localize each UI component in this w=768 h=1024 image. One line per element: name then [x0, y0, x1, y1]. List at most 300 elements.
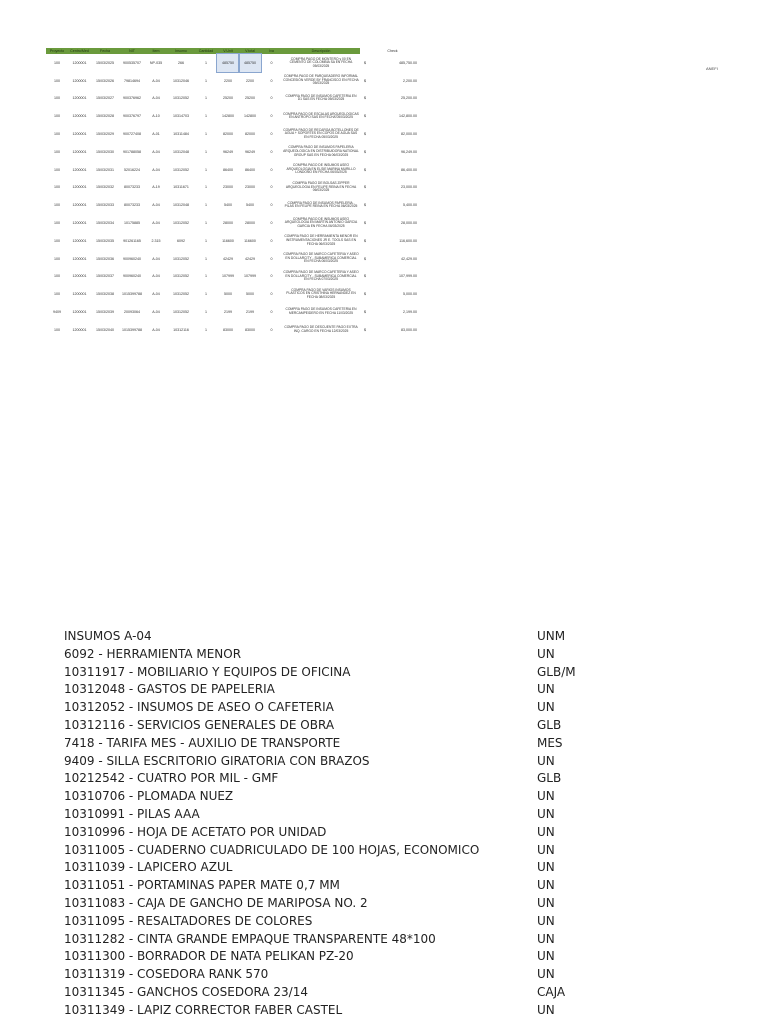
table-cell[interactable]: COMPRA PAGO DE DESCUENTE PAGO EXTRA INQ. CARGO EN FECHA 12/03/2025 [284, 325, 358, 333]
table-cell[interactable]: 100 [54, 60, 60, 65]
table-cell[interactable]: 900960240 [123, 256, 141, 261]
table-cell[interactable]: 1015399788 [122, 292, 142, 297]
list-item [64, 948, 684, 966]
list-item [64, 842, 684, 860]
item-name: 7418 - TARIFA MES - AUXILIO DE TRANSPORTE [64, 735, 341, 750]
table-cell[interactable]: 0 [270, 96, 273, 101]
table-cell[interactable]: $ [364, 149, 366, 154]
table-cell[interactable]: 0 [270, 185, 273, 190]
list-item [64, 735, 684, 753]
catalog-list [64, 628, 684, 1020]
table-cell[interactable]: COMPRA PAGO DE MARCO CAFETERIA Y ASEO EN DOLLARCITY - SUBAMERICA COMERCIAL EN FECHA 06/03/2025 [283, 252, 359, 264]
list-item [64, 859, 684, 877]
table-cell[interactable]: 900376797 [123, 114, 141, 119]
item-unit: UN [537, 824, 555, 839]
table-cell[interactable]: $ [364, 60, 366, 65]
table-cell[interactable]: 10312052 [173, 292, 189, 297]
table-cell[interactable]: 1 [205, 114, 207, 119]
item-unit: UN [537, 878, 555, 893]
table-cell[interactable]: 1 [205, 221, 207, 226]
table-cell[interactable]: COMPRA PAGO DE PARQUEADERO INFORMAL CONCESIÓN VERDE BY FRANCISCO EN FECHA 05/03/2025 [283, 74, 359, 86]
table-cell[interactable]: 100 [54, 149, 60, 154]
item-unit: UN [537, 931, 555, 946]
list-item [64, 806, 684, 824]
table-cell[interactable]: 10312052 [173, 96, 189, 101]
table-cell[interactable]: 0 [270, 274, 273, 279]
table-cell[interactable]: 142800 [244, 114, 256, 119]
table-cell[interactable]: 23000 [223, 185, 233, 190]
list-item [64, 788, 684, 806]
table-cell[interactable]: 15/03/2030 [96, 149, 114, 154]
table-cell[interactable]: $ [364, 185, 366, 190]
list-item [64, 628, 684, 646]
table-row[interactable] [46, 72, 418, 90]
table-cell[interactable]: 42429 [245, 256, 255, 261]
table-cell[interactable]: 1 [205, 203, 207, 208]
table-cell[interactable]: 1200001 [72, 292, 87, 297]
table-cell[interactable]: COMPRA PAGO DE INSUMOS PAPELERIA - PILAS EN FELIPE REINA EN FECHA 06/03/2025 [284, 200, 358, 209]
table-cell[interactable]: NP-035 [149, 60, 163, 65]
item-unit: MES [537, 735, 563, 750]
table-row[interactable] [46, 161, 418, 179]
table-cell[interactable]: 5400 [246, 203, 254, 208]
item-name: 10310706 - PLOMADA NUEZ [64, 789, 234, 804]
table-cell[interactable]: 2.315 [151, 238, 161, 243]
table-cell[interactable]: $ [364, 96, 366, 101]
table-cell[interactable]: 2,200.00 [403, 78, 417, 83]
table-cell[interactable]: 1 [205, 78, 207, 83]
table-cell[interactable]: 100 [54, 132, 60, 137]
table-cell[interactable]: 10312052 [173, 310, 189, 315]
list-item [64, 664, 684, 682]
table-cell[interactable]: 1200001 [72, 78, 87, 83]
table-cell[interactable]: 86400 [245, 167, 255, 172]
table-cell[interactable]: 0 [270, 256, 273, 261]
table-cell[interactable]: 10311484 [173, 132, 189, 137]
table-cell[interactable]: 100 [54, 78, 60, 83]
table-cell[interactable]: $ [364, 114, 366, 119]
table-cell[interactable]: $ [364, 132, 366, 137]
table-cell[interactable]: 10312048 [173, 203, 189, 208]
table-cell[interactable]: 1 [205, 310, 207, 315]
item-name: 10312052 - INSUMOS DE ASEO O CAFETERIA [64, 700, 334, 715]
table-cell[interactable]: 142,800.00 [399, 114, 417, 119]
table-cell[interactable]: 1 [205, 238, 207, 243]
table-cell[interactable]: 0 [270, 327, 273, 332]
item-name: 10311345 - GANCHOS COSEDORA 23/14 [64, 984, 308, 999]
table-cell[interactable]: 2200 [246, 78, 254, 83]
table-cell[interactable]: $ [364, 238, 366, 243]
column-header[interactable]: Check [367, 48, 418, 54]
table-cell[interactable]: $ [364, 221, 366, 226]
table-cell[interactable]: A-10 [152, 114, 160, 119]
column-header[interactable]: Iva [261, 48, 282, 54]
table-cell[interactable]: 25200 [245, 96, 255, 101]
table-cell[interactable]: 25200 [223, 96, 233, 101]
table-cell[interactable]: 5000 [224, 292, 232, 297]
table-cell[interactable]: COMPRA PAGO DE ESCALAS ARQUEOLOGICAS EN ANTROPO SAS EN FECHA 05/03/2025 [283, 111, 359, 120]
table-cell[interactable]: 83000 [245, 327, 255, 332]
table-cell[interactable]: 15/03/2036 [96, 256, 114, 261]
table-cell[interactable]: 1015399788 [122, 327, 142, 332]
item-name: 10310991 - PILAS AAA [64, 806, 200, 821]
table-cell[interactable]: 79814694 [124, 78, 140, 83]
table-cell[interactable]: 1 [205, 185, 207, 190]
table-row[interactable] [46, 196, 418, 214]
table-cell[interactable]: 1200001 [72, 96, 87, 101]
table-cell[interactable]: 9409 [53, 310, 61, 315]
table-cell[interactable]: 1200001 [72, 167, 87, 172]
expense-sheet-table [46, 48, 418, 339]
table-row[interactable] [46, 321, 418, 339]
item-name: 10311083 - CAJA DE GANCHO DE MARIPOSA NO. 2 [64, 895, 368, 910]
item-unit: UN [537, 806, 555, 821]
table-cell[interactable]: 0 [270, 132, 273, 137]
table-cell[interactable]: 15/03/2028 [96, 114, 114, 119]
table-cell[interactable]: 10175885 [124, 221, 140, 226]
table-cell[interactable]: 10312048 [173, 149, 189, 154]
table-cell[interactable]: A-04 [152, 310, 160, 315]
table-cell[interactable]: 1 [205, 274, 207, 279]
table-cell[interactable]: A-01 [152, 132, 160, 137]
table-row[interactable] [46, 107, 418, 125]
table-cell[interactable]: 2200 [224, 78, 232, 83]
table-cell[interactable]: 2199 [246, 310, 254, 315]
table-cell[interactable]: 0 [270, 203, 273, 208]
table-cell[interactable]: 0 [270, 310, 273, 315]
table-cell[interactable]: 900535707 [123, 60, 141, 65]
table-cell[interactable]: 23000 [245, 185, 255, 190]
table-cell[interactable]: COMPRA PAGO DE MONTERO y 00 EN CEMENTO DE COLOMBIA SA EN FECHA 05/03/2025 [289, 56, 353, 68]
table-cell[interactable]: 10312052 [173, 274, 189, 279]
table-cell[interactable]: 107999 [244, 274, 256, 279]
table-cell[interactable]: 266 [178, 60, 184, 65]
table-cell[interactable]: 25,200.00 [401, 96, 417, 101]
table-cell[interactable]: 0 [270, 149, 273, 154]
table-cell[interactable]: 1200001 [72, 114, 87, 119]
list-item [64, 646, 684, 664]
table-cell[interactable]: 116600 [244, 238, 256, 243]
table-cell[interactable]: 15/03/2035 [96, 238, 114, 243]
table-cell[interactable]: COMPRA PAGO DE HERRAMIENTA MENOR EN INSTRUMENTACIONES JR E. TOOLS SAS EN FECHA 06/03/2025 [284, 234, 358, 246]
table-cell[interactable]: 1 [205, 327, 207, 332]
table-cell[interactable]: 1200001 [72, 60, 87, 65]
table-cell[interactable]: 15/03/2034 [96, 221, 114, 226]
table-cell[interactable]: 100 [54, 256, 60, 261]
column-header[interactable]: Descripción [282, 48, 360, 54]
column-header[interactable]: NIT [119, 48, 145, 54]
table-cell[interactable]: $ [364, 78, 366, 83]
table-cell[interactable]: A-04 [152, 292, 160, 297]
table-cell[interactable]: 1200001 [72, 132, 87, 137]
table-cell[interactable]: $ [364, 310, 366, 315]
table-cell[interactable]: $ [364, 327, 366, 332]
item-unit: GLB [537, 771, 562, 786]
column-header[interactable]: Item [145, 48, 167, 54]
table-cell[interactable]: 5400 [224, 203, 232, 208]
table-cell[interactable]: 1 [205, 132, 207, 137]
table-cell[interactable]: 107,999.00 [399, 274, 417, 279]
table-cell[interactable]: 900727408 [123, 132, 141, 137]
table-cell[interactable]: 28,000.00 [401, 221, 417, 226]
table-cell[interactable]: 15/03/2033 [96, 203, 114, 208]
table-cell[interactable]: 100 [54, 221, 60, 226]
item-unit: GLB [537, 717, 562, 732]
item-name: 10312116 - SERVICIOS GENERALES DE OBRA [64, 717, 335, 732]
list-item [64, 895, 684, 913]
table-cell[interactable]: 1200001 [72, 274, 87, 279]
item-name: 10310996 - HOJA DE ACETATO POR UNIDAD [64, 824, 327, 839]
table-cell[interactable]: 1 [205, 96, 207, 101]
column-header[interactable]: Proyecto [46, 48, 68, 54]
table-cell[interactable]: 1 [205, 167, 207, 172]
table-row[interactable] [46, 268, 418, 286]
table-cell[interactable]: 1200001 [72, 203, 87, 208]
table-cell[interactable]: 900960240 [123, 274, 141, 279]
table-cell[interactable]: 900376962 [123, 96, 141, 101]
item-name: 10311005 - CUADERNO CUADRICULADO DE 100 HOJAS, ECONOMICO [64, 842, 480, 857]
table-cell[interactable]: COMPRA PAGO DE INSUMOS CAFETERIA EN MERCAMPEIDERO EN FECHA 11/03/2025 [285, 307, 357, 316]
table-cell[interactable]: 96249 [245, 149, 255, 154]
table-cell[interactable]: 1 [205, 292, 207, 297]
table-row[interactable] [46, 125, 418, 143]
table-cell[interactable]: 5,400.00 [403, 203, 417, 208]
table-row[interactable] [46, 143, 418, 161]
table-cell[interactable]: 96249 [223, 149, 233, 154]
table-cell[interactable]: 10311671 [173, 185, 189, 190]
table-cell[interactable]: 15/03/2032 [96, 185, 114, 190]
table-cell[interactable]: COMPRA PAGO DE VARIOS INSUMOS PLASTICOS EN CRISTHINA HERNANDEZ EN FECHA 08/03/2025 [286, 287, 356, 300]
table-cell[interactable]: COMPRA PAGO DE INSUMOS ASEO ARQUEOLOGIA EN ELSIE MARINA MURILLO LONDOÑO EN FECHA 06/03/2025 [286, 163, 356, 175]
item-name: 10311319 - COSEDORA RANK 570 [64, 967, 269, 982]
table-cell[interactable]: 1200001 [72, 310, 87, 315]
table-cell[interactable]: 0 [270, 78, 273, 83]
table-cell[interactable]: 0 [270, 221, 273, 226]
table-cell[interactable]: 28000 [245, 221, 255, 226]
item-unit: UN [537, 949, 555, 964]
table-cell[interactable]: 0 [270, 238, 273, 243]
table-cell[interactable]: 5000 [246, 292, 254, 297]
table-cell[interactable]: 2,199.00 [403, 310, 417, 315]
table-cell[interactable]: A-19 [152, 185, 160, 190]
table-cell[interactable]: 15/03/2038 [96, 292, 114, 297]
table-cell[interactable]: 80073233 [124, 185, 140, 190]
item-unit: CAJA [537, 984, 566, 999]
item-unit: UN [537, 682, 555, 697]
column-header[interactable]: V.Unit [217, 48, 239, 54]
item-name: 10311051 - PORTAMINAS PAPER MATE 0,7 MM [64, 878, 340, 893]
table-cell[interactable]: 82000 [245, 132, 255, 137]
table-cell[interactable]: 2199 [224, 310, 232, 315]
table-cell[interactable]: $ [364, 167, 366, 172]
table-cell[interactable]: 82,000.00 [401, 132, 417, 137]
list-item [64, 753, 684, 771]
list-item [64, 770, 684, 788]
table-cell[interactable]: 485,750.00 [399, 60, 417, 65]
table-cell[interactable]: 100 [54, 274, 60, 279]
table-cell[interactable]: 10312052 [173, 256, 189, 261]
table-row[interactable] [46, 90, 418, 108]
table-cell[interactable]: A-04 [152, 78, 160, 83]
table-cell[interactable]: 100 [54, 114, 60, 119]
table-cell[interactable]: 42429 [223, 256, 233, 261]
list-item [64, 717, 684, 735]
list-item [64, 913, 684, 931]
table-cell[interactable]: 100 [54, 203, 60, 208]
table-cell[interactable]: 15/03/2031 [96, 167, 114, 172]
table-cell[interactable]: 96,249.00 [401, 149, 417, 154]
table-cell[interactable]: 1200001 [72, 149, 87, 154]
table-cell[interactable]: A-04 [152, 274, 160, 279]
table-cell[interactable]: A-04 [152, 221, 160, 226]
table-cell[interactable]: COMPRA PAGO DE INSUMOS PAPELERIA ARQUEOLOGICA EN DISTRIBUIDORA NATIONAL GROUP SAS EN FECHA 06/03/2025 [283, 145, 359, 157]
item-unit: UN [537, 1002, 555, 1017]
table-cell[interactable]: 5,000.00 [403, 292, 417, 297]
table-row[interactable] [46, 303, 418, 321]
table-row[interactable] [46, 232, 418, 250]
table-row[interactable] [46, 179, 418, 197]
item-unit: UN [537, 700, 555, 715]
item-name: INSUMOS A-04 [64, 629, 152, 643]
item-name: 10311349 - LAPIZ CORRECTOR FABER CASTEL [64, 1002, 343, 1017]
table-cell[interactable]: $ [364, 203, 366, 208]
list-item [64, 931, 684, 949]
table-cell[interactable]: 10312046 [173, 78, 189, 83]
item-unit: UN [537, 895, 555, 910]
item-unit: UN [537, 789, 555, 804]
column-header[interactable]: Cantidad [195, 48, 217, 54]
item-unit: UN [537, 913, 555, 928]
table-cell[interactable]: 20093064 [124, 310, 140, 315]
item-unit: UN [537, 967, 555, 982]
item-name: 10311300 - BORRADOR DE NATA PELIKAN PZ-20 [64, 949, 354, 964]
table-cell[interactable]: 15/03/2027 [96, 96, 114, 101]
item-name: 9409 - SILLA ESCRITORIO GIRATORIA CON BRAZOS [64, 753, 370, 768]
table-cell[interactable]: $ [364, 292, 366, 297]
list-item [64, 877, 684, 895]
table-cell[interactable]: 107999 [222, 274, 234, 279]
table-cell[interactable]: 15/03/2026 [96, 78, 114, 83]
table-cell[interactable]: 116,600.00 [399, 238, 417, 243]
item-name: 10311039 - LAPICERO AZUL [64, 860, 233, 875]
table-cell[interactable]: 100 [54, 292, 60, 297]
table-cell[interactable]: 0 [270, 60, 273, 65]
table-cell[interactable]: 901788058 [123, 149, 141, 154]
table-cell[interactable]: 10312052 [173, 167, 189, 172]
table-row[interactable] [46, 285, 418, 303]
side-note: ANEFI [706, 66, 718, 71]
table-cell[interactable]: COMPRA PAGO DE BOLSAS ZIPPER ARQUEOLOGIA EN FELIPE REINA EN FECHA 06/03/2025 [285, 181, 357, 193]
table-row[interactable] [46, 214, 418, 232]
item-unit: UN [537, 753, 555, 768]
item-unit: UNM [537, 629, 566, 643]
table-cell[interactable]: 1200001 [72, 327, 87, 332]
column-header[interactable]: Centro/Med [68, 48, 91, 54]
table-cell[interactable]: 15/03/2025 [96, 60, 114, 65]
table-cell[interactable]: 1200001 [72, 238, 87, 243]
table-cell[interactable]: 15/03/2037 [96, 274, 114, 279]
table-cell[interactable]: A-04 [152, 96, 160, 101]
list-item [64, 824, 684, 842]
table-cell[interactable]: 15/03/2029 [96, 132, 114, 137]
table-cell[interactable]: A-04 [152, 327, 160, 332]
table-cell[interactable]: 1200001 [72, 185, 87, 190]
table-cell[interactable]: 901261165 [123, 238, 141, 243]
list-item [64, 699, 684, 717]
table-cell[interactable]: 0 [270, 292, 273, 297]
table-cell[interactable]: 142800 [222, 114, 234, 119]
table-cell[interactable]: COMPRA PAGO DE INSUMOS ASEO ARQUEOLOGIA EN MARTIN ANTONIO GARCIA GARCIA EN FECHA 06/03/2025 [284, 216, 358, 228]
table-cell[interactable]: 83000 [223, 327, 233, 332]
table-cell[interactable]: 28000 [223, 221, 233, 226]
table-cell[interactable]: 100 [54, 238, 60, 243]
table-cell[interactable]: A-04 [152, 149, 160, 154]
table-cell[interactable]: 82000 [223, 132, 233, 137]
table-cell[interactable]: 1 [205, 60, 207, 65]
table-row[interactable] [46, 54, 418, 72]
table-cell[interactable]: 485750 [217, 54, 239, 72]
table-cell[interactable]: 15/03/2040 [96, 327, 114, 332]
list-item [64, 984, 684, 1002]
list-item [64, 1002, 684, 1020]
table-cell[interactable]: COMPRA PAGO DE INSUMOS CAFETERIA EN D1 SAS EN FECHA 05/03/2025 [285, 93, 357, 102]
list-item [64, 966, 684, 984]
table-cell[interactable]: 1 [205, 149, 207, 154]
table-cell[interactable]: 100 [54, 96, 60, 101]
table-row[interactable] [46, 250, 418, 268]
table-cell[interactable]: 15/03/2039 [96, 310, 114, 315]
item-name: 10311095 - RESALTADORES DE COLORES [64, 913, 313, 928]
column-header[interactable]: V.total [239, 48, 261, 54]
table-cell[interactable]: 10314703 [173, 114, 189, 119]
column-header[interactable]: Fecha [91, 48, 119, 54]
table-cell[interactable]: 1200001 [72, 221, 87, 226]
table-cell[interactable]: 116600 [222, 238, 234, 243]
table-cell[interactable]: 1200001 [72, 256, 87, 261]
table-cell[interactable]: 0 [270, 167, 273, 172]
table-cell[interactable]: 0 [270, 114, 273, 119]
table-cell[interactable]: 83,000.00 [401, 327, 417, 332]
item-name: 6092 - HERRAMIENTA MENOR [64, 646, 242, 661]
table-cell[interactable]: A-04 [152, 256, 160, 261]
table-cell[interactable]: 86,400.00 [401, 167, 417, 172]
table-cell[interactable]: 52016224 [124, 167, 140, 172]
table-cell[interactable]: COMPRA PAGO DE MARCO CAFETERIA Y ASEO EN DOLLARCITY - SUBAMERICA COMERCIAL EN FECHA 07/03/2025 [283, 270, 359, 282]
table-cell[interactable]: 10312116 [173, 327, 189, 332]
table-cell[interactable]: 1 [205, 256, 207, 261]
table-cell[interactable]: 42,429.00 [401, 256, 417, 261]
table-cell[interactable]: $ [364, 274, 366, 279]
table-cell[interactable]: 10312052 [173, 221, 189, 226]
table-cell[interactable]: A-04 [152, 203, 160, 208]
table-cell[interactable]: 86400 [223, 167, 233, 172]
table-cell[interactable]: 6092 [177, 238, 185, 243]
item-name: 10212542 - CUATRO POR MIL - GMF [64, 771, 279, 786]
table-cell[interactable]: 100 [54, 327, 60, 332]
item-unit: GLB/M [537, 664, 576, 679]
table-cell[interactable]: 100 [54, 185, 60, 190]
table-cell[interactable]: 23,000.00 [401, 185, 417, 190]
table-cell[interactable]: COMPRA PAGO DE RECARGA BOTELLONES DE AGUA + SOPORTES EN COPOS DE AGUA SAS EN FECHA 05/03/2025 [283, 127, 359, 139]
table-cell[interactable]: 100 [54, 167, 60, 172]
table-cell[interactable]: A-04 [152, 167, 160, 172]
table-cell[interactable]: 485750 [239, 54, 261, 72]
item-name: 10311917 - MOBILIARIO Y EQUIPOS DE OFICINA [64, 664, 351, 679]
table-cell[interactable]: $ [364, 256, 366, 261]
item-unit: UN [537, 860, 555, 875]
table-cell[interactable]: 80073233 [124, 203, 140, 208]
column-header[interactable]: Insumo [167, 48, 195, 54]
